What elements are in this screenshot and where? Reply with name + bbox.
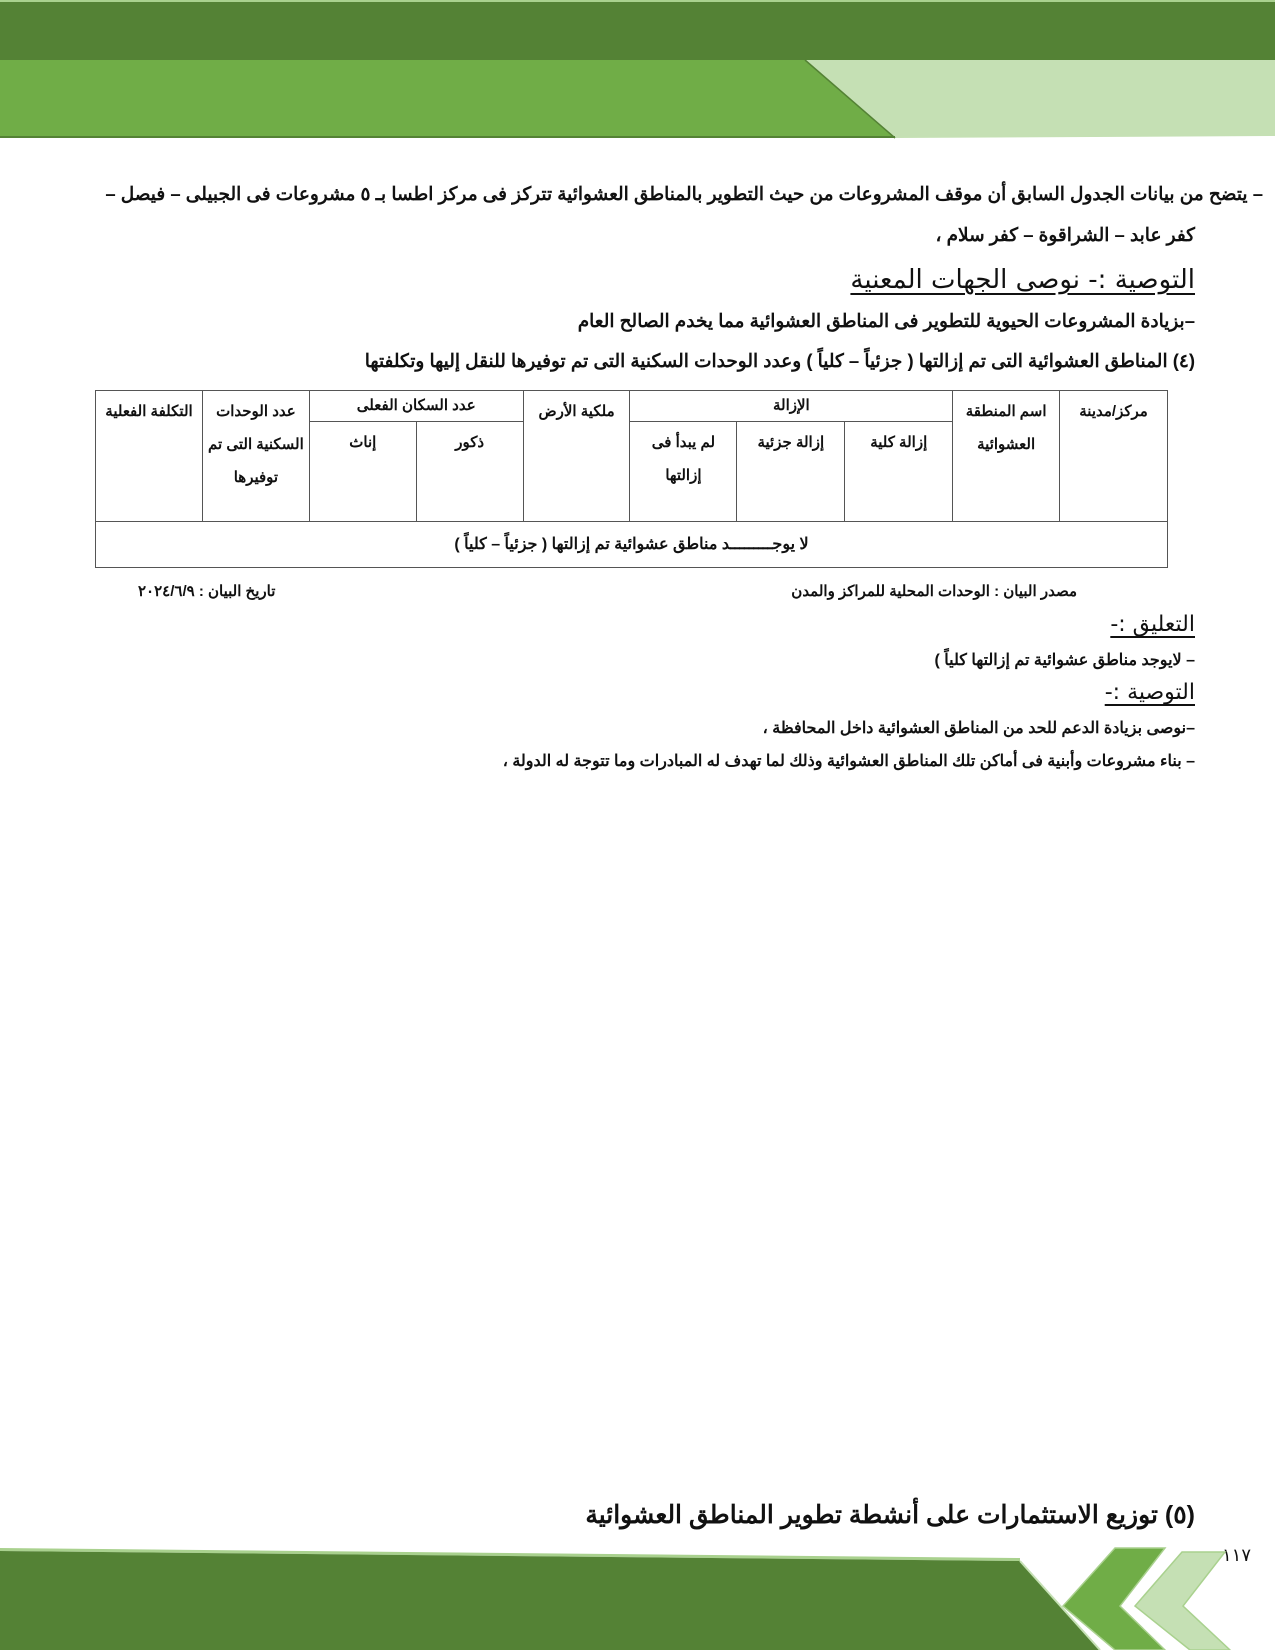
comment-text: – لايوجد مناطق عشوائية تم إزالتها كلياً ) [934, 652, 1195, 669]
no-data-message: لا يوجـــــــــد مناطق عشوائية تم إزالتها ( جزئياً – كلياً ) [96, 522, 1168, 568]
recommendation-2-item: – بناء مشروعات وأبنية فى أماكن تلك المناطق العشوائية وذلك لما تهدف له المبادرات وما تتوجة له الدولة ، [502, 753, 1195, 770]
data-date: تاريخ البيان : ٢٠٢٤/٦/٩ [138, 583, 276, 600]
header-banner [0, 0, 1275, 140]
header-actual-cost: التكلفة الفعلية [96, 391, 203, 522]
data-source: مصدر البيان : الوحدات المحلية للمراكز والمدن [791, 583, 1077, 600]
header-removal: الإزالة [630, 391, 953, 422]
section-4-title: (٤) المناطق العشوائية التى تم إزالتها ( جزئياً – كلياً ) وعدد الوحدات السكنية التى تم توفيرها للنقل إليها وتكلفتها [364, 350, 1195, 371]
header-top-line [0, 0, 1275, 2]
header-area-name: اسم المنطقة العشوائية [953, 391, 1060, 522]
table-row [96, 522, 1168, 568]
header-mid-band [0, 60, 895, 138]
table-header-row-1 [96, 391, 1168, 422]
header-removal-full: إزالة كلية [845, 422, 953, 522]
footer-dark-band [0, 1551, 1100, 1650]
intro-line-2: كفر عابد – الشراقوة – كفر سلام ، [935, 224, 1195, 245]
header-housing-units: عدد الوحدات السكنية التى تم توفيرها [202, 391, 309, 522]
removed-areas-table [95, 390, 1168, 568]
header-removal-partial: إزالة جزئية [737, 422, 845, 522]
recommendation-text: –بزيادة المشروعات الحيوية للتطوير فى المناطق العشوائية مما يخدم الصالح العام [577, 310, 1195, 331]
header-dark-band [0, 0, 1275, 60]
recommendation-heading: التوصية :- نوصى الجهات المعنية [850, 265, 1195, 295]
header-females: إناث [309, 422, 416, 522]
header-removal-not-started: لم يبدأ فى إزالتها [630, 422, 737, 522]
page-number: ١١٧ [1222, 1545, 1252, 1565]
comment-heading: التعليق :- [1110, 612, 1195, 637]
header-land-ownership: ملكية الأرض [523, 391, 630, 522]
recommendation-2-heading: التوصية :- [1104, 680, 1195, 705]
intro-line-1: – يتضح من بيانات الجدول السابق أن موقف المشروعات من حيث التطوير بالمناطق العشوائية تتركز فى مركز اطسا بـ ٥ مشروعات فى الجبيلى – فيصل – [105, 183, 1263, 204]
header-center-city: مركز/مدينة [1060, 391, 1168, 522]
header-males: ذكور [416, 422, 523, 522]
header-bottom-line [0, 136, 895, 138]
recommendation-2-item: –نوصى بزيادة الدعم للحد من المناطق العشوائية داخل المحافظة ، [762, 720, 1195, 737]
header-actual-population: عدد السكان الفعلى [309, 391, 523, 422]
footer-banner [0, 1540, 1275, 1650]
section-5-title: (٥) توزيع الاستثمارات على أنشطة تطوير المناطق العشوائية [585, 1501, 1195, 1529]
